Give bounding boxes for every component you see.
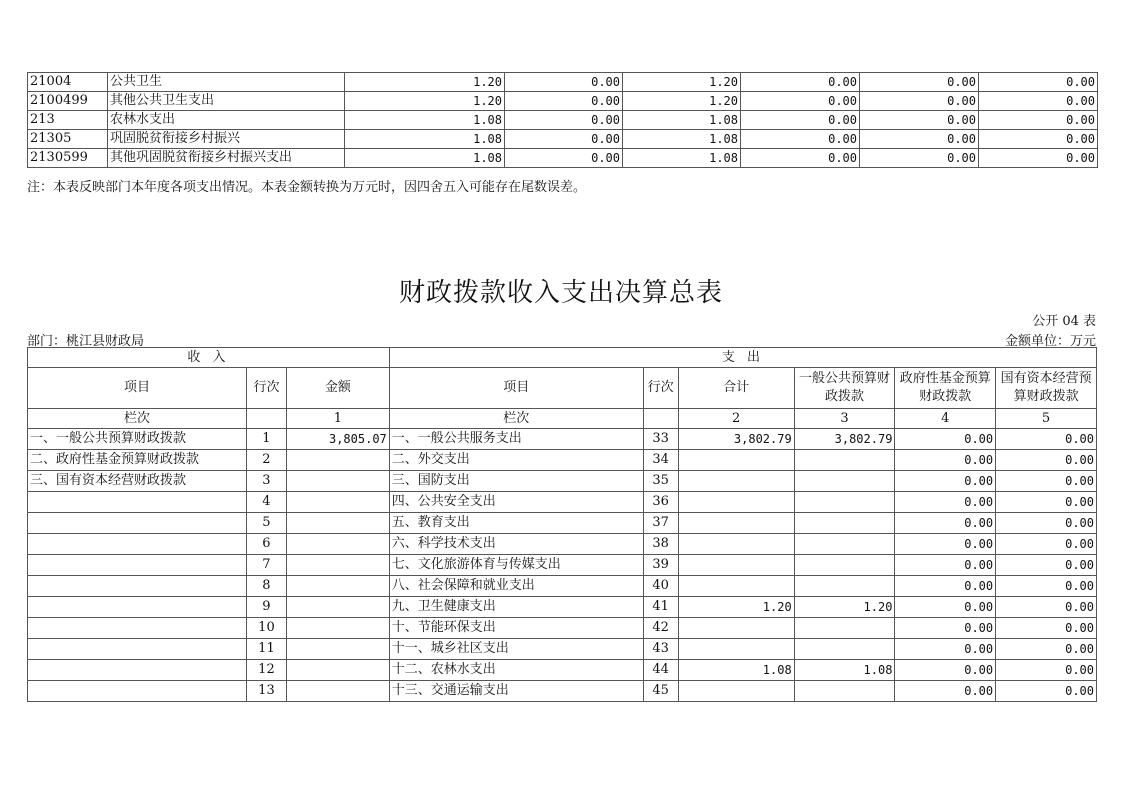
income-item [28, 513, 247, 534]
table-row [28, 660, 1097, 681]
state-capital-amount: 0.00 [996, 618, 1097, 639]
state-capital-amount: 0.00 [996, 576, 1097, 597]
fiscal-summary-table [27, 347, 1097, 702]
expenditure-detail-table [27, 72, 1098, 168]
income-row-no: 3 [246, 471, 286, 492]
total-amount [678, 492, 794, 513]
expense-row-no: 36 [643, 492, 678, 513]
state-capital-amount: 0.00 [996, 681, 1097, 702]
income-amount [286, 576, 389, 597]
income-row-no: 7 [246, 555, 286, 576]
total-amount [678, 534, 794, 555]
income-row-no: 4 [246, 492, 286, 513]
income-amount-header: 金额 [286, 368, 389, 409]
table-row [28, 555, 1097, 576]
column-index-label: 栏次 [28, 409, 247, 429]
gov-fund-amount: 0.00 [895, 429, 996, 450]
expense-row-no: 34 [643, 450, 678, 471]
total-amount [678, 471, 794, 492]
general-budget-amount [794, 534, 895, 555]
general-budget-amount [794, 513, 895, 534]
total-amount [678, 576, 794, 597]
general-budget-amount: 1.20 [794, 597, 895, 618]
income-amount [286, 492, 389, 513]
amount-cell: 0.00 [741, 92, 860, 111]
table-row [28, 618, 1097, 639]
income-item [28, 492, 247, 513]
total-header: 合计 [678, 368, 794, 409]
amount-cell: 0.00 [505, 92, 623, 111]
table-row [28, 597, 1097, 618]
expense-item: 二、外交支出 [389, 450, 643, 471]
table-row [28, 130, 1098, 149]
expense-row-no-header: 行次 [643, 368, 678, 409]
expense-row-no: 37 [643, 513, 678, 534]
column-index-empty [246, 409, 286, 429]
amount-cell: 1.08 [345, 149, 505, 168]
income-section-header: 收 入 [28, 348, 390, 368]
general-budget-amount: 3,802.79 [794, 429, 895, 450]
column-index-state-capital: 5 [996, 409, 1097, 429]
subject-code: 2100499 [28, 92, 108, 111]
gov-fund-amount: 0.00 [895, 492, 996, 513]
column-index-total: 2 [678, 409, 794, 429]
state-capital-header: 国有资本经营预算财政拨款 [996, 368, 1097, 409]
income-row-no: 11 [246, 639, 286, 660]
subject-code: 21004 [28, 73, 108, 92]
income-row-no: 9 [246, 597, 286, 618]
table-row [28, 149, 1098, 168]
general-budget-amount [794, 618, 895, 639]
expense-row-no: 38 [643, 534, 678, 555]
income-item: 二、政府性基金预算财政拨款 [28, 450, 247, 471]
column-index-amount: 1 [286, 409, 389, 429]
amount-cell: 0.00 [505, 149, 623, 168]
subject-code: 213 [28, 111, 108, 130]
table-row [28, 513, 1097, 534]
gov-fund-amount: 0.00 [895, 576, 996, 597]
expense-item: 三、国防支出 [389, 471, 643, 492]
income-row-no: 6 [246, 534, 286, 555]
income-row-no: 12 [246, 660, 286, 681]
department-label: 部门：桃江县财政局 [27, 334, 145, 349]
general-budget-amount [794, 555, 895, 576]
amount-cell: 1.20 [623, 92, 741, 111]
total-amount [678, 681, 794, 702]
amount-cell: 1.08 [623, 149, 741, 168]
amount-cell: 0.00 [979, 73, 1098, 92]
subject-name: 农林水支出 [108, 111, 345, 130]
expense-row-no: 33 [643, 429, 678, 450]
income-amount [286, 660, 389, 681]
general-budget-amount [794, 681, 895, 702]
table-row [28, 492, 1097, 513]
expense-item: 十三、交通运输支出 [389, 681, 643, 702]
amount-cell: 0.00 [741, 130, 860, 149]
total-amount [678, 639, 794, 660]
expense-row-no: 43 [643, 639, 678, 660]
general-budget-amount [794, 639, 895, 660]
amount-cell: 0.00 [860, 92, 979, 111]
general-budget-amount [794, 471, 895, 492]
state-capital-amount: 0.00 [996, 555, 1097, 576]
table-row [28, 73, 1098, 92]
state-capital-amount: 0.00 [996, 639, 1097, 660]
income-amount [286, 597, 389, 618]
total-amount [678, 618, 794, 639]
table-row [28, 534, 1097, 555]
income-amount [286, 681, 389, 702]
income-item [28, 660, 247, 681]
income-item [28, 555, 247, 576]
general-budget-header: 一般公共预算财政拨款 [794, 368, 895, 409]
expense-row-no: 44 [643, 660, 678, 681]
column-index-general: 3 [794, 409, 895, 429]
state-capital-amount: 0.00 [996, 660, 1097, 681]
page-title: 财政拨款收入支出决算总表 [398, 278, 723, 308]
general-budget-amount [794, 450, 895, 471]
amount-cell: 1.20 [623, 73, 741, 92]
total-amount: 3,802.79 [678, 429, 794, 450]
income-item [28, 639, 247, 660]
amount-cell: 0.00 [860, 130, 979, 149]
expenditure-detail-body [28, 73, 1098, 168]
expense-item: 九、卫生健康支出 [389, 597, 643, 618]
section-header-row [28, 348, 1097, 368]
amount-cell: 1.08 [345, 130, 505, 149]
expense-item: 一、一般公共服务支出 [389, 429, 643, 450]
income-item: 三、国有资本经营财政拨款 [28, 471, 247, 492]
amount-cell: 1.20 [345, 92, 505, 111]
total-amount: 1.20 [678, 597, 794, 618]
gov-fund-header: 政府性基金预算财政拨款 [895, 368, 996, 409]
income-row-no: 13 [246, 681, 286, 702]
table-row [28, 681, 1097, 702]
table-note: 注：本表反映部门本年度各项支出情况。本表金额转换为万元时，因四舍五入可能存在尾数误差。 [27, 180, 587, 195]
expense-row-no: 40 [643, 576, 678, 597]
expense-item: 五、教育支出 [389, 513, 643, 534]
state-capital-amount: 0.00 [996, 513, 1097, 534]
column-index-label: 栏次 [389, 409, 643, 429]
state-capital-amount: 0.00 [996, 534, 1097, 555]
expense-section-header: 支 出 [389, 348, 1096, 368]
table-row [28, 471, 1097, 492]
income-item [28, 597, 247, 618]
income-item-header: 项目 [28, 368, 247, 409]
amount-cell: 0.00 [741, 73, 860, 92]
income-item: 一、一般公共预算财政拨款 [28, 429, 247, 450]
form-code: 公开 04 表 [1032, 314, 1096, 329]
income-row-no: 8 [246, 576, 286, 597]
subject-name: 公共卫生 [108, 73, 345, 92]
amount-cell: 0.00 [979, 92, 1098, 111]
income-amount: 3,805.07 [286, 429, 389, 450]
state-capital-amount: 0.00 [996, 429, 1097, 450]
total-amount: 1.08 [678, 660, 794, 681]
subject-name: 巩固脱贫衔接乡村振兴 [108, 130, 345, 149]
total-amount [678, 450, 794, 471]
state-capital-amount: 0.00 [996, 471, 1097, 492]
amount-cell: 0.00 [979, 130, 1098, 149]
fiscal-summary-body [28, 348, 1097, 702]
expense-row-no: 45 [643, 681, 678, 702]
income-row-no-header: 行次 [246, 368, 286, 409]
expense-row-no: 42 [643, 618, 678, 639]
expense-item: 六、科学技术支出 [389, 534, 643, 555]
gov-fund-amount: 0.00 [895, 555, 996, 576]
gov-fund-amount: 0.00 [895, 513, 996, 534]
gov-fund-amount: 0.00 [895, 450, 996, 471]
amount-cell: 1.08 [623, 111, 741, 130]
total-amount [678, 513, 794, 534]
amount-cell: 0.00 [860, 149, 979, 168]
expense-row-no: 41 [643, 597, 678, 618]
gov-fund-amount: 0.00 [895, 471, 996, 492]
expense-item: 七、文化旅游体育与传媒支出 [389, 555, 643, 576]
income-amount [286, 450, 389, 471]
gov-fund-amount: 0.00 [895, 681, 996, 702]
income-amount [286, 534, 389, 555]
income-row-no: 1 [246, 429, 286, 450]
amount-cell: 0.00 [860, 73, 979, 92]
amount-cell: 1.08 [345, 111, 505, 130]
income-item [28, 576, 247, 597]
expense-item: 十、节能环保支出 [389, 618, 643, 639]
gov-fund-amount: 0.00 [895, 618, 996, 639]
amount-cell: 0.00 [860, 111, 979, 130]
table-row [28, 92, 1098, 111]
amount-cell: 0.00 [505, 73, 623, 92]
table-row [28, 111, 1098, 130]
subject-name: 其他公共卫生支出 [108, 92, 345, 111]
income-item [28, 618, 247, 639]
expense-row-no: 39 [643, 555, 678, 576]
expense-item-header: 项目 [389, 368, 643, 409]
subject-code: 2130599 [28, 149, 108, 168]
subject-code: 21305 [28, 130, 108, 149]
gov-fund-amount: 0.00 [895, 534, 996, 555]
amount-cell: 0.00 [979, 111, 1098, 130]
amount-cell: 0.00 [741, 111, 860, 130]
column-index-gov-fund: 4 [895, 409, 996, 429]
gov-fund-amount: 0.00 [895, 597, 996, 618]
column-header-row [28, 368, 1097, 409]
state-capital-amount: 0.00 [996, 597, 1097, 618]
income-row-no: 2 [246, 450, 286, 471]
table-row [28, 576, 1097, 597]
general-budget-amount [794, 576, 895, 597]
amount-cell: 1.08 [623, 130, 741, 149]
amount-cell: 0.00 [979, 149, 1098, 168]
table-row [28, 450, 1097, 471]
income-item [28, 534, 247, 555]
income-row-no: 10 [246, 618, 286, 639]
amount-cell: 1.20 [345, 73, 505, 92]
gov-fund-amount: 0.00 [895, 660, 996, 681]
income-amount [286, 471, 389, 492]
income-amount [286, 618, 389, 639]
column-index-empty [643, 409, 678, 429]
income-amount [286, 555, 389, 576]
expense-item: 八、社会保障和就业支出 [389, 576, 643, 597]
amount-cell: 0.00 [505, 111, 623, 130]
expense-item: 十一、城乡社区支出 [389, 639, 643, 660]
subject-name: 其他巩固脱贫衔接乡村振兴支出 [108, 149, 345, 168]
unit-label: 金额单位：万元 [1004, 334, 1096, 349]
income-amount [286, 513, 389, 534]
amount-cell: 0.00 [741, 149, 860, 168]
table-row [28, 429, 1097, 450]
general-budget-amount: 1.08 [794, 660, 895, 681]
expense-row-no: 35 [643, 471, 678, 492]
gov-fund-amount: 0.00 [895, 639, 996, 660]
expense-item: 十二、农林水支出 [389, 660, 643, 681]
table-row [28, 639, 1097, 660]
state-capital-amount: 0.00 [996, 492, 1097, 513]
income-item [28, 681, 247, 702]
income-row-no: 5 [246, 513, 286, 534]
total-amount [678, 555, 794, 576]
amount-cell: 0.00 [505, 130, 623, 149]
expense-item: 四、公共安全支出 [389, 492, 643, 513]
income-amount [286, 639, 389, 660]
column-index-row [28, 409, 1097, 429]
state-capital-amount: 0.00 [996, 450, 1097, 471]
general-budget-amount [794, 492, 895, 513]
